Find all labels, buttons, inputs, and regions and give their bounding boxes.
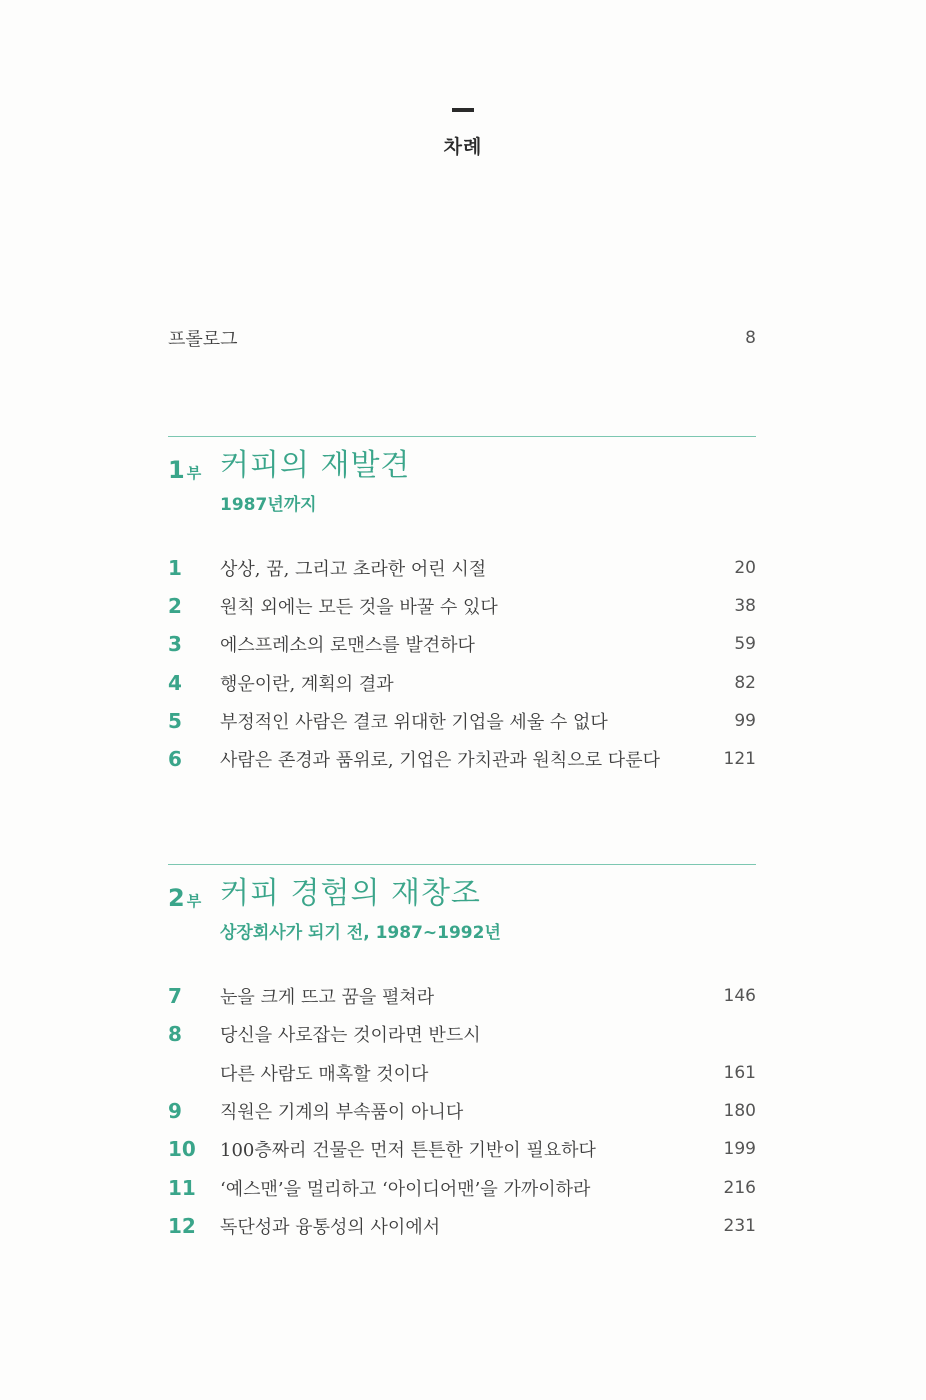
chapter-entry[interactable] [168,1133,756,1165]
chapter-title: 100층짜리 건물은 먼저 튼튼한 기반이 필요하다 [220,1140,596,1161]
chapter-page: 82 [734,673,756,693]
chapter-entry[interactable] [168,1172,756,1204]
chapter-entry[interactable] [168,667,756,699]
chapter-number: 11 [168,1176,196,1200]
chapter-number: 4 [168,671,182,695]
chapter-number: 9 [168,1099,182,1123]
prologue-label: 프롤로그 [168,329,238,350]
chapter-title: ‘예스맨’을 멀리하고 ‘아이디어맨’을 가까이하라 [220,1179,591,1200]
chapter-page: 59 [734,634,756,654]
chapter-title: 눈을 크게 뜨고 꿈을 펼쳐라 [220,987,435,1008]
chapter-entry[interactable] [168,1095,756,1127]
part-1-divider [168,436,756,437]
chapter-title: 원칙 외에는 모든 것을 바꿀 수 있다 [220,597,498,618]
chapter-page: 20 [734,558,756,578]
chapter-page: 216 [723,1178,756,1198]
chapter-number: 2 [168,594,182,618]
chapter-number: 1 [168,556,182,580]
chapter-title: 당신을 사로잡는 것이라면 반드시 [220,1025,481,1046]
chapter-entry[interactable] [168,552,756,584]
chapter-page: 161 [723,1063,756,1083]
chapter-title: 에스프레소의 로맨스를 발견하다 [220,635,475,656]
part-1-subtitle: 1987년까지 [220,495,317,515]
prologue-entry[interactable] [168,322,756,354]
part-2-number: 2 부 [168,884,202,912]
part-1-number: 1 부 [168,456,202,484]
prologue-page: 8 [745,328,756,348]
chapter-number: 8 [168,1022,182,1046]
chapter-number: 7 [168,984,182,1008]
chapter-entry-continued[interactable] [168,1057,756,1089]
chapter-number: 3 [168,632,182,656]
part-2-title: 커피 경험의 재창조 [220,876,481,911]
chapter-title: 독단성과 융통성의 사이에서 [220,1217,441,1238]
part-2-header [168,874,756,914]
part-2-subtitle: 상장회사가 되기 전, 1987∼1992년 [220,923,501,943]
chapter-entry[interactable] [168,1018,756,1050]
chapter-entry[interactable] [168,980,756,1012]
chapter-entry[interactable] [168,743,756,775]
page-title: 차례 [443,136,483,158]
title-decoration-bar [452,108,474,112]
part-2-divider [168,864,756,865]
chapter-title: 상상, 꿈, 그리고 초라한 어린 시절 [220,559,487,580]
chapter-title: 부정적인 사람은 결코 위대한 기업을 세울 수 없다 [220,712,608,733]
chapter-title: 직원은 기계의 부속품이 아니다 [220,1102,464,1123]
chapter-entry[interactable] [168,628,756,660]
chapter-title: 행운이란, 계획의 결과 [220,674,394,695]
chapter-title: 사람은 존경과 품위로, 기업은 가치관과 원칙으로 다룬다 [220,750,660,771]
chapter-page: 121 [723,749,756,769]
part-1-title: 커피의 재발견 [220,448,411,483]
chapter-page: 199 [723,1139,756,1159]
chapter-number: 6 [168,747,182,771]
chapter-page: 231 [723,1216,756,1236]
chapter-entry[interactable] [168,590,756,622]
chapter-entry[interactable] [168,705,756,737]
chapter-number: 5 [168,709,182,733]
chapter-page: 180 [723,1101,756,1121]
chapter-number: 10 [168,1137,196,1161]
chapter-entry[interactable] [168,1210,756,1242]
chapter-number: 12 [168,1214,196,1238]
part-1-header [168,446,756,486]
chapter-page: 38 [734,596,756,616]
chapter-page: 146 [723,986,756,1006]
chapter-page: 99 [734,711,756,731]
chapter-title-line-2: 다른 사람도 매혹할 것이다 [220,1064,429,1085]
